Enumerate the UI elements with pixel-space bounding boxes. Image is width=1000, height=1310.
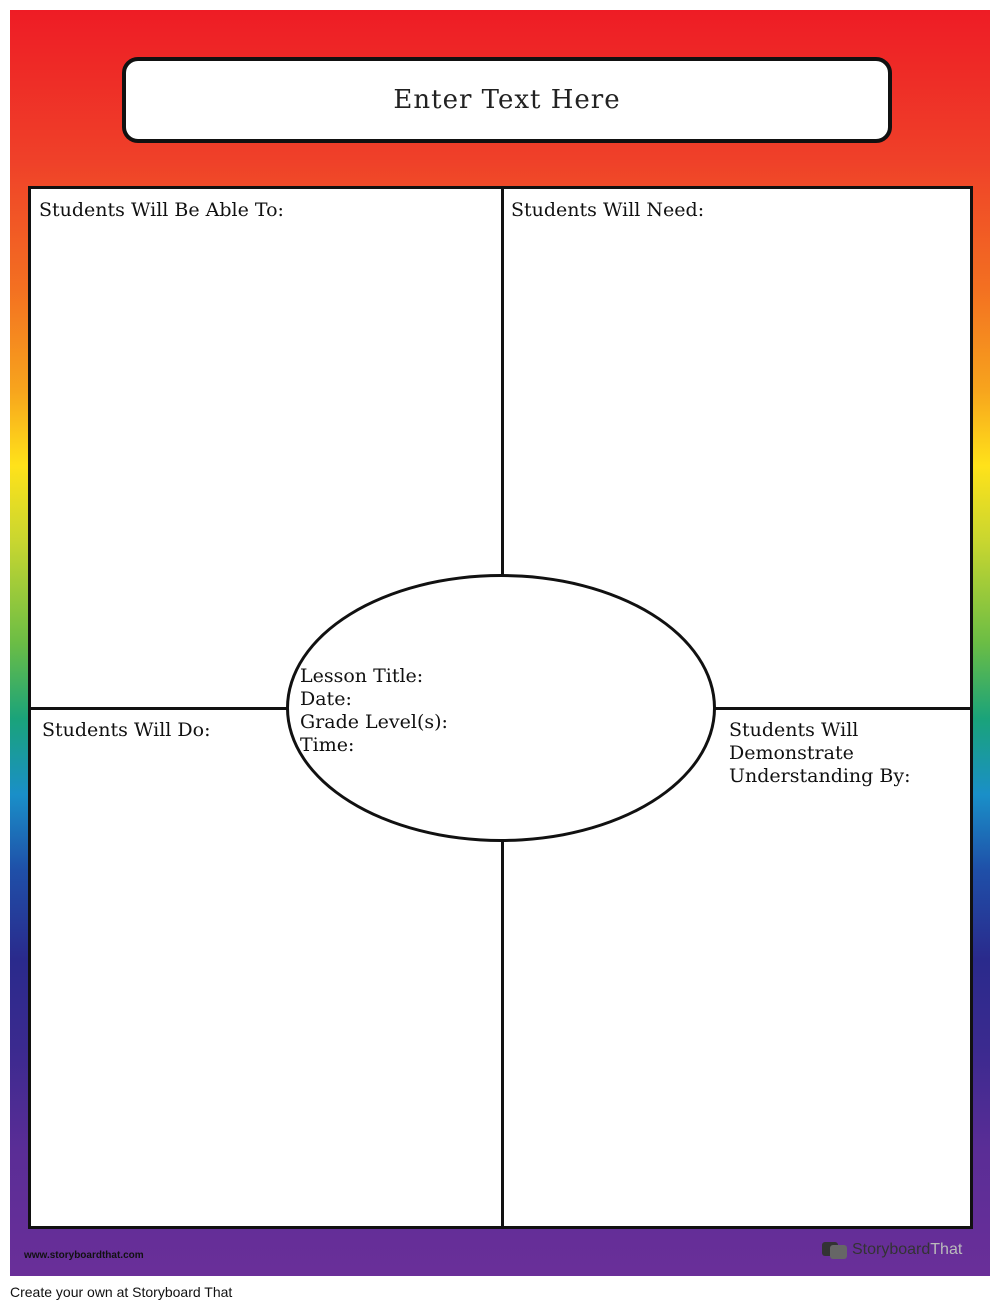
demonstrate-line-1: Students Will bbox=[729, 719, 859, 741]
site-url: www.storyboardthat.com bbox=[24, 1250, 144, 1261]
time-label: Time: bbox=[300, 734, 355, 756]
lesson-title-label: Lesson Title: bbox=[300, 665, 424, 687]
speech-bubbles-icon bbox=[822, 1240, 848, 1260]
date-label: Date: bbox=[300, 688, 352, 710]
lesson-info bbox=[300, 665, 448, 757]
demonstrate-line-2: Demonstrate bbox=[729, 742, 854, 764]
quadrant-label-demonstrate bbox=[729, 719, 910, 788]
grade-level-label: Grade Level(s): bbox=[300, 711, 448, 733]
storyboardthat-logo bbox=[822, 1240, 962, 1260]
quadrant-label-do: Students Will Do: bbox=[42, 719, 211, 741]
title-box[interactable] bbox=[122, 57, 892, 143]
demonstrate-line-3: Understanding By: bbox=[729, 765, 911, 787]
footer-caption: Create your own at Storyboard That bbox=[10, 1284, 233, 1300]
title-text: Enter Text Here bbox=[393, 85, 621, 115]
quadrant-label-able-to: Students Will Be Able To: bbox=[39, 199, 284, 221]
logo-text-that: That bbox=[930, 1241, 963, 1258]
logo-text-storyboard: Storyboard bbox=[852, 1241, 931, 1258]
quadrant-label-need: Students Will Need: bbox=[511, 199, 705, 221]
